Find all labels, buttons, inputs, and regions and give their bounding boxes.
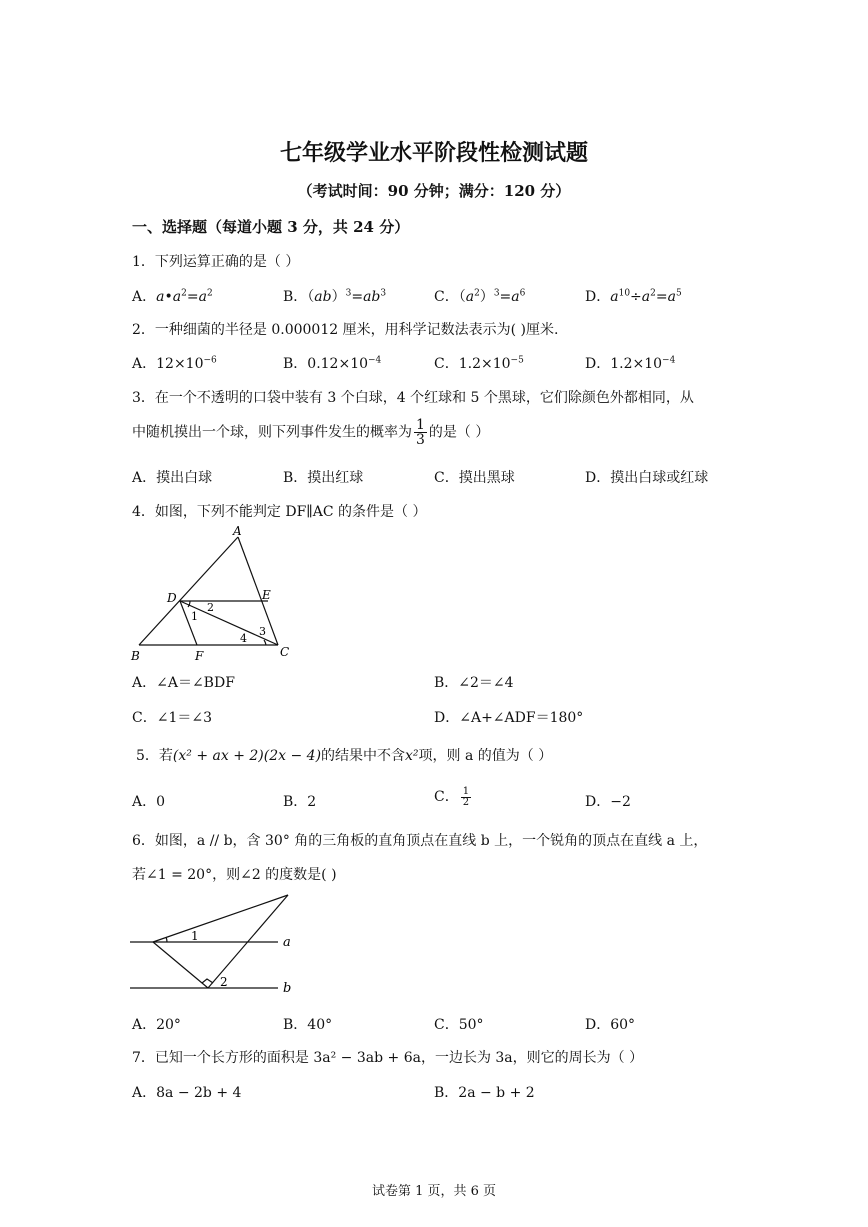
q6-stem-line2: 若∠1 = 20°，则∠2 的度数是( ) bbox=[132, 867, 337, 883]
q6-parallel-lines-figure bbox=[125, 888, 310, 1003]
q5-option-d: D．−2 bbox=[585, 794, 631, 810]
angle-2-label: 2 bbox=[220, 975, 228, 989]
q5-expression: (x² + ax + 2)(2x − 4) bbox=[172, 748, 322, 764]
q3-stem-line1: 3．在一个不透明的口袋中装有 3 个白球，4 个红球和 5 个黑球，它们除颜色外都相同，从 bbox=[132, 390, 694, 406]
q5-option-a: A．0 bbox=[132, 794, 166, 810]
q5-option-c: C． $\frac{1}{2}$ bbox=[434, 785, 470, 808]
angle-3-label: 3 bbox=[259, 625, 266, 638]
angle-1-label: 1 bbox=[191, 929, 199, 943]
exam-info: （考试时间：90 分钟；满分：120 分） bbox=[297, 182, 571, 200]
q3-option-c: C．摸出黑球 bbox=[434, 470, 515, 486]
label-f: F bbox=[195, 649, 204, 663]
q6-stem-line1: 6．如图，a // b，含 30° 角的三角板的直角顶点在直线 b 上，一个锐角的顶点在直线 a 上， bbox=[132, 833, 708, 849]
q6-option-d: D．60° bbox=[585, 1017, 636, 1033]
page-footer: 试卷第 1 页，共 6 页 bbox=[371, 1184, 497, 1199]
q6-option-b: B．40° bbox=[283, 1017, 333, 1033]
q2-option-b: B．$0.12\times 10^{-4}$ bbox=[283, 355, 382, 372]
angle-2-label: 2 bbox=[207, 601, 214, 614]
label-c: C bbox=[280, 645, 290, 659]
q4-option-c: C．∠1＝∠3 bbox=[132, 710, 212, 726]
q4-option-b: B．∠2＝∠4 bbox=[434, 675, 514, 691]
q7-option-a: A．8a − 2b + 4 bbox=[132, 1085, 242, 1101]
q1-option-d: D．$a^{10}\div a^2=a^5$ bbox=[585, 288, 682, 305]
q6-option-c: C．50° bbox=[434, 1017, 484, 1033]
q2-option-a: A．$12\times 10^{-6}$ bbox=[132, 355, 217, 372]
section-heading: 一、选择题（每道小题 3 分，共 24 分） bbox=[132, 218, 410, 236]
q3-option-d: D．摸出白球或红球 bbox=[585, 470, 709, 486]
q3-option-b: B．摸出红球 bbox=[283, 470, 364, 486]
q1-stem: 1．下列运算正确的是（ ） bbox=[132, 254, 300, 270]
q6-option-a: A．20° bbox=[132, 1017, 181, 1033]
line-b-label: b bbox=[283, 981, 292, 996]
q1-option-c: C．$(a^2)^3=a^6$ bbox=[434, 288, 526, 305]
label-b: B bbox=[131, 649, 140, 663]
q4-triangle-figure bbox=[125, 525, 300, 665]
q3-option-a: A．摸出白球 bbox=[132, 470, 213, 486]
q7-option-b: B．2a − b + 2 bbox=[434, 1085, 535, 1101]
page-title: 七年级学业水平阶段性检测试题 bbox=[279, 140, 588, 166]
q4-option-a: A．∠A＝∠BDF bbox=[132, 675, 235, 691]
q2-option-c: C．$1.2\times 10^{-5}$ bbox=[434, 355, 524, 372]
q2-option-d: D．$1.2\times 10^{-4}$ bbox=[585, 355, 676, 372]
q1-option-b: B．$(ab)^3=ab^3$ bbox=[283, 288, 387, 305]
angle-4-label: 4 bbox=[240, 632, 247, 645]
label-a: A bbox=[233, 525, 242, 538]
label-d: D bbox=[167, 591, 177, 605]
line-a-label: a bbox=[283, 935, 291, 950]
one-third-fraction: $\frac{1}{3}$ bbox=[416, 417, 425, 448]
q7-stem: 7．已知一个长方形的面积是 3a² − 3ab + 6a，一边长为 3a，则它的周长为（ ） bbox=[132, 1050, 644, 1066]
q4-stem: 4．如图，下列不能判定 DF∥AC 的条件是（ ） bbox=[132, 504, 427, 520]
q4-option-d: D．∠A+∠ADF＝180° bbox=[434, 710, 584, 726]
q1-option-a: A．$a•a^2=a^2$ bbox=[132, 288, 213, 305]
q3-stem-line2: 中随机摸出一个球，则下列事件发生的概率为 $\frac{1}{3}$ 的是（ ） bbox=[132, 417, 490, 448]
angle-1-label: 1 bbox=[191, 610, 198, 623]
q5-stem: 5．若(x² + ax + 2)(2x − 4)的结果中不含x²项，则 a 的值为（ ） bbox=[136, 748, 553, 764]
q2-stem: 2．一种细菌的半径是 0.000012 厘米，用科学记数法表示为( )厘米. bbox=[132, 322, 559, 338]
label-e: E bbox=[262, 588, 271, 602]
q5-option-b: B．2 bbox=[283, 794, 317, 810]
